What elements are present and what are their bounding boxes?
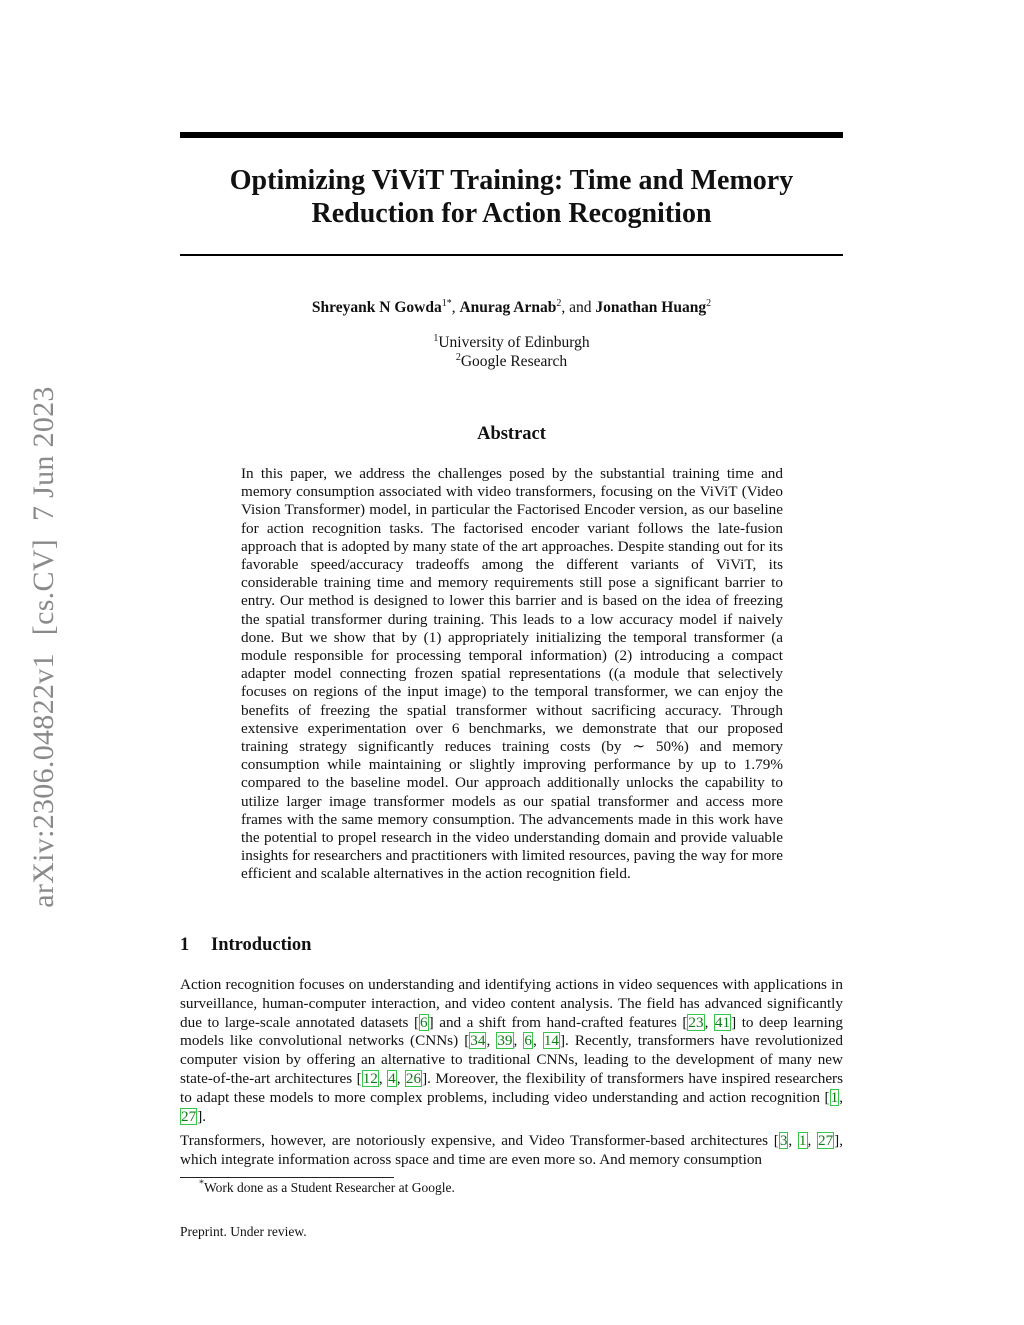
author-mark: 1* [441, 297, 452, 309]
author-name: Jonathan Huang [595, 299, 707, 316]
author-name: Shreyank N Gowda [311, 299, 442, 316]
author-separator: , and [561, 299, 596, 316]
preprint-notice: Preprint. Under review. [180, 1224, 307, 1239]
abstract-heading: Abstract [477, 424, 546, 444]
section-title: Introduction [211, 935, 312, 955]
paragraph-text: ]. [197, 1107, 207, 1125]
footnote-rule [180, 1177, 394, 1178]
citation-link[interactable]: 23 [688, 1013, 704, 1031]
affiliation-name: University of Edinburgh [438, 334, 590, 351]
title-line-1: Optimizing ViViT Training: Time and Memory [229, 165, 794, 196]
paragraph-text: ] and a shift from hand-crafted features [ [428, 1013, 688, 1031]
citation-link[interactable]: 34 [470, 1032, 486, 1050]
arxiv-stamp-text [27, 386, 61, 907]
affiliation-mark: 1 [433, 332, 439, 344]
author-mark: 2 [706, 297, 712, 309]
affiliation-mark: 2 [455, 351, 461, 363]
author-list [180, 298, 843, 318]
paragraph-text: ]. Moreover, the flexibility of transformers have inspired researchers to adapt these models to more complex problems, including video understanding and action recognition [ [180, 1069, 844, 1106]
citation-link[interactable]: 1 [830, 1088, 839, 1106]
arxiv-id: arXiv:2306.04822v1 [27, 653, 60, 908]
affiliation [180, 333, 843, 352]
affiliation [180, 352, 843, 371]
citation-link[interactable]: 27 [181, 1107, 197, 1125]
citation-link[interactable]: 12 [362, 1069, 378, 1087]
footnote-text: Work done as a Student Researcher at Google. [204, 1180, 455, 1195]
arxiv-sidebar-stamp [24, 365, 64, 930]
paragraph-text: Transformers, however, are notoriously expensive, and Video Transformer-based architectures [ [180, 1132, 779, 1149]
citation-link[interactable]: 3 [779, 1132, 788, 1149]
citation-link[interactable]: 6 [420, 1013, 428, 1031]
paragraph-text: ] to deep learning models like convolutional networks (CNNs) [ [180, 1013, 843, 1050]
citation-link[interactable]: 26 [405, 1069, 422, 1087]
paragraph-text: Action recognition focuses on understanding and identifying actions in video sequences with applications in surveillance, human-computer interaction, and video content analysis. The field has advanced significantly due to large-scale annotated datasets [ [180, 976, 843, 1031]
arxiv-category: [cs.CV] [27, 538, 60, 636]
citation-link[interactable]: 4 [388, 1069, 396, 1087]
paragraph-text: ]. Recently, transformers have revolutionized computer vision by offering an alternative to traditional CNNs, leading to the development of many new state-of-the-art architectures [ [180, 1032, 844, 1087]
intro-paragraph-2: Transformers, however, are notoriously expensive, and Video Transformer-based architectures [3, 1, 27], which integrate information across space and time are even more so. And memory consumption [180, 1132, 844, 1168]
author-mark: 2 [556, 297, 562, 309]
paper-title [180, 164, 843, 230]
title-bottom-rule [180, 254, 843, 256]
footnote [199, 1179, 455, 1196]
citation-link[interactable]: 27 [817, 1132, 834, 1149]
affiliation-list [180, 333, 843, 371]
citation-link[interactable]: 6 [524, 1032, 532, 1050]
intro-paragraph-1: Action recognition focuses on understanding and identifying actions in video sequences with applications in surveillance, human-computer interaction, and video content analysis. The field has advanced significantly due to large-scale annotated datasets [6] and a shift from hand-crafted features [23, 41] to deep learning models like convolutional networks (CNNs) [34, 39, 6, 14]. Recently, transformers have revolutionized computer vision by offering an alternative to traditional CNNs, leading to the development of many new state-of-the-art architectures [12, 4, 26]. Moreover, the flexibility of transformers have inspired researchers to adapt these models to more complex problems, including video understanding and action recognition [1, 27]. [180, 976, 844, 1125]
abstract-body: In this paper, we address the challenges posed by the substantial training time and memory consumption associated with video transformers, focusing on the ViViT (Video Vision Transformer) model, in particular the Factorised Encoder version, as our baseline for action recognition tasks. The factorised encoder variant follows the late-fusion approach that is adopted by many state of the art approaches. Despite standing out for its favorable speed/accuracy tradeoffs among the different variants of ViViT, its considerable training time and memory requirements still pose a significant barrier to entry. Our method is designed to lower this barrier and is based on the idea of freezing the spatial transformer during training. This leads to a low accuracy model if naively done. But we show that by (1) appropriately initializing the temporal transformer (a module responsible for processing temporal information) (2) introducing a compact adapter model connecting frozen spatial representations ((a module that selectively focuses on regions of the input image) to the temporal transformer, we can enjoy the benefits of freezing the spatial transformer without sacrificing accuracy. Through extensive experimentation over 6 benchmarks, we demonstrate that our proposed training strategy significantly reduces training costs (by ∼ 50%) and memory consumption while maintaining or slightly improving performance by up to 1.79% compared to the baseline model. Our approach additionally unlocks the capability to utilize larger image transformer models as our spatial transformer and access more frames with the same memory consumption. The advancements made in this work have the potential to propel research in the video understanding domain and provide valuable insights for researchers and practitioners with limited resources, paving the way for more efficient and scalable alternatives in the action recognition field. [241, 465, 783, 883]
arxiv-date: 7 Jun 2023 [27, 386, 60, 521]
citation-link[interactable]: 1 [798, 1132, 807, 1149]
citation-link[interactable]: 14 [543, 1032, 559, 1050]
author-separator: , [451, 299, 460, 316]
citation-link[interactable]: 41 [714, 1013, 731, 1031]
affiliation-name: Google Research [460, 353, 568, 370]
author-name: Anurag Arnab [459, 299, 557, 316]
citation-link[interactable]: 39 [497, 1032, 513, 1050]
footnote-mark: * [199, 1178, 204, 1190]
title-line-2: Reduction for Action Recognition [311, 198, 712, 229]
section-number: 1 [180, 935, 190, 955]
paragraph-text: ], which integrate information across space and time are even more so. And memory consumption [180, 1132, 844, 1168]
title-top-rule [180, 132, 843, 138]
section-heading [180, 935, 311, 956]
